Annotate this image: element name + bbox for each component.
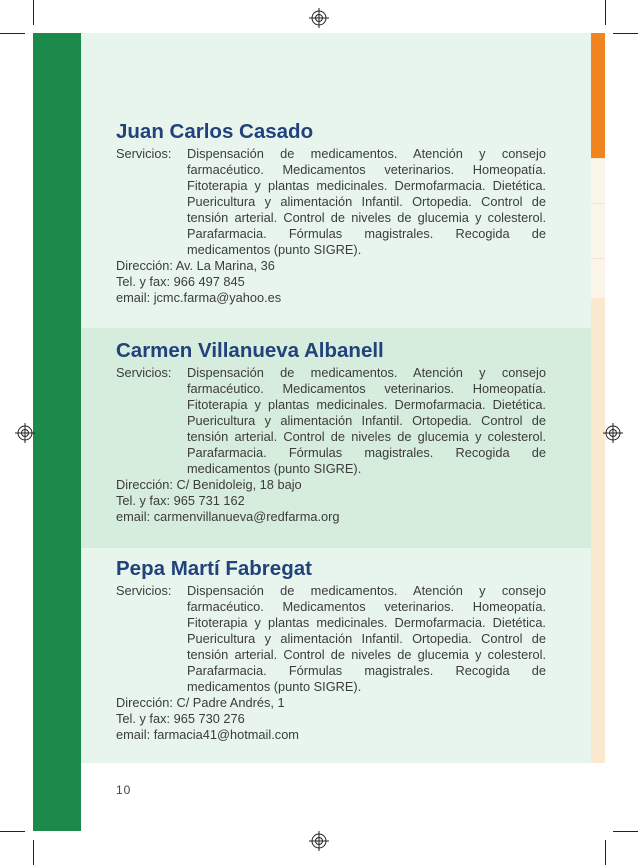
services-label: Servicios: <box>116 365 172 380</box>
crop-mark <box>33 840 34 865</box>
active-section-tab <box>591 33 605 158</box>
address: Dirección: Av. La Marina, 36 <box>116 258 275 273</box>
email: email: carmenvillanueva@redfarma.org <box>116 509 340 524</box>
services-block <box>116 583 546 695</box>
crop-mark <box>605 0 606 25</box>
section-tab <box>591 158 605 204</box>
crop-mark <box>613 33 638 34</box>
page-number: 10 <box>116 783 132 797</box>
section-tabs <box>591 33 605 763</box>
pharmacy-entry <box>116 120 546 306</box>
crop-mark <box>605 840 606 865</box>
crop-mark <box>33 0 34 25</box>
services-label: Servicios: <box>116 146 172 161</box>
crop-mark <box>613 831 638 832</box>
registration-mark-icon <box>603 423 623 443</box>
crop-mark <box>0 33 25 34</box>
pharmacy-entry <box>116 339 546 525</box>
pharmacist-name: Juan Carlos Casado <box>116 120 314 143</box>
phone: Tel. y fax: 965 730 276 <box>116 711 245 726</box>
services-text: Dispensación de medicamentos. Atención y consejo farmacéutico. Medicamentos veterinarios. Homeopatía. Fitoterapia y plantas medicinales. Dermofarmacia. Dietética. Puericultura y alimentación Infantil. Ortopedia. Control de tensión arterial. Control de niveles de glucemia y colesterol. Parafarmacia. Fórmulas magistrales. Recogida de medicamentos (punto SIGRE). <box>187 365 546 476</box>
registration-mark-icon <box>309 831 329 851</box>
services-block <box>116 146 546 258</box>
pharmacy-entry <box>116 557 546 743</box>
section-tab <box>591 298 605 763</box>
services-block <box>116 365 546 477</box>
services-text: Dispensación de medicamentos. Atención y consejo farmacéutico. Medicamentos veterinarios. Homeopatía. Fitoterapia y plantas medicinales. Dermofarmacia. Dietética. Puericultura y alimentación Infantil. Ortopedia. Control de tensión arterial. Control de niveles de glucemia y colesterol. Parafarmacia. Fórmulas magistrales. Recogida de medicamentos (punto SIGRE). <box>187 146 546 257</box>
section-tab <box>591 258 605 299</box>
address: Dirección: C/ Padre Andrés, 1 <box>116 695 285 710</box>
services-text: Dispensación de medicamentos. Atención y consejo farmacéutico. Medicamentos veterinarios. Homeopatía. Fitoterapia y plantas medicinales. Dermofarmacia. Dietética. Puericultura y alimentación Infantil. Ortopedia. Control de tensión arterial. Control de niveles de glucemia y colesterol. Parafarmacia. Fórmulas magistrales. Recogida de medicamentos (punto SIGRE). <box>187 583 546 694</box>
address: Dirección: C/ Benidoleig, 18 bajo <box>116 477 302 492</box>
services-label: Servicios: <box>116 583 172 598</box>
registration-mark-icon <box>309 8 329 28</box>
crop-mark <box>0 831 25 832</box>
pharmacist-name: Pepa Martí Fabregat <box>116 557 312 580</box>
pharmacist-name: Carmen Villanueva Albanell <box>116 339 384 362</box>
registration-mark-icon <box>15 423 35 443</box>
email: email: farmacia41@hotmail.com <box>116 727 299 742</box>
phone: Tel. y fax: 965 731 162 <box>116 493 245 508</box>
phone: Tel. y fax: 966 497 845 <box>116 274 245 289</box>
email: email: jcmc.farma@yahoo.es <box>116 290 282 305</box>
green-side-bar <box>33 33 81 831</box>
section-tab <box>591 203 605 259</box>
